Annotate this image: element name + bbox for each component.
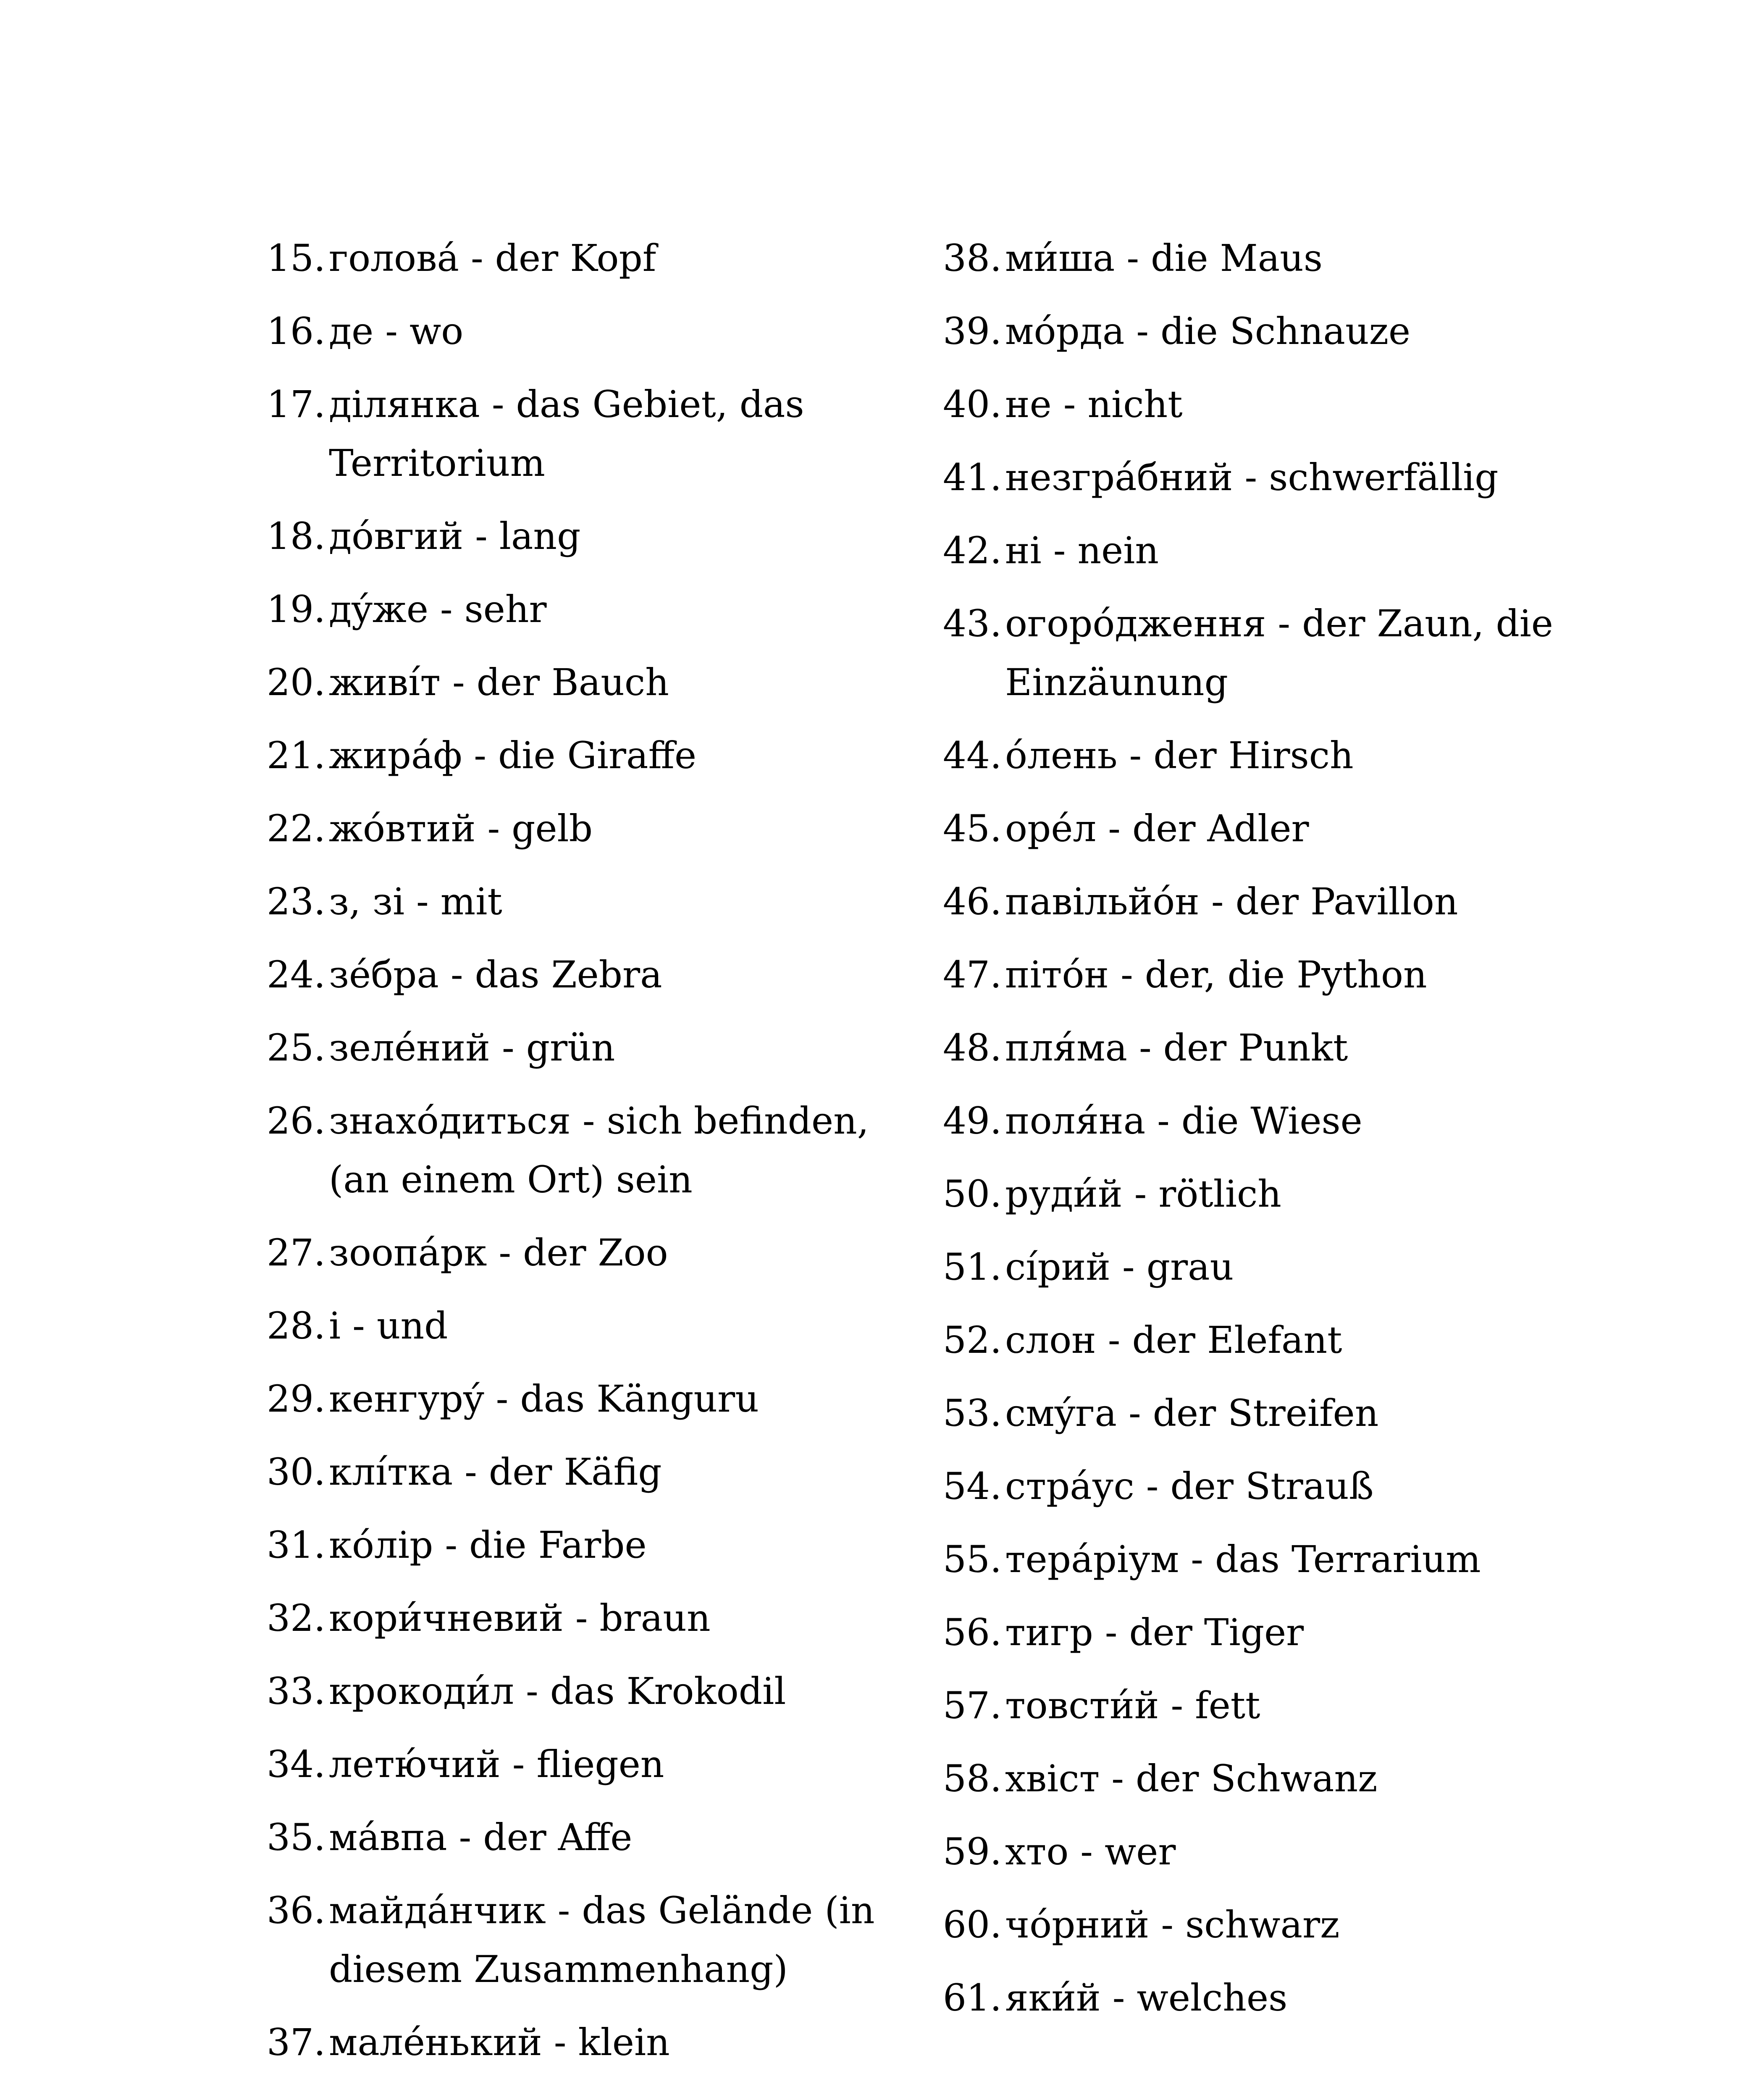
vocabulary-entry — [943, 799, 1598, 858]
entry-text: руди́й - rötlich — [1005, 1172, 1281, 1215]
entry-text: зéбра - das Zebra — [329, 953, 662, 996]
entry-number: 61. — [943, 1976, 1002, 2019]
entry-number: 31. — [267, 1523, 326, 1567]
entry-number: 34. — [267, 1743, 326, 1786]
entry-text: ділянка - das Gebiet, das Territorium — [329, 383, 804, 485]
entry-number: 17. — [267, 383, 326, 426]
entry-number: 25. — [267, 1026, 326, 1069]
entry-text: павільйóн - der Pavillon — [1005, 880, 1458, 923]
entry-text: óлень - der Hirsch — [1005, 734, 1354, 777]
vocabulary-entry — [267, 375, 922, 493]
entry-text: сíрий - grau — [1005, 1245, 1234, 1289]
entry-number: 42. — [943, 529, 1002, 572]
entry-text: малéнький - klein — [329, 2021, 670, 2064]
vocabulary-entry — [267, 229, 922, 288]
entry-number: 45. — [943, 807, 1002, 850]
vocabulary-entry — [267, 1589, 922, 1648]
entry-number: 23. — [267, 880, 326, 923]
vocabulary-entry — [943, 1457, 1598, 1516]
entry-text: орéл - der Adler — [1005, 807, 1309, 850]
entry-text: товсти́й - fett — [1005, 1684, 1260, 1727]
entry-number: 24. — [267, 953, 326, 996]
entry-text: пітóн - der, die Python — [1005, 953, 1427, 996]
entry-number: 59. — [943, 1830, 1002, 1873]
vocabulary-entry — [267, 945, 922, 1004]
entry-text: яки́й - welches — [1005, 1976, 1288, 2019]
vocabulary-entry — [943, 945, 1598, 1004]
vocabulary-entry — [943, 1530, 1598, 1589]
entry-text: огорóдження - der Zaun, die Einzäunung — [1005, 602, 1554, 704]
entry-text: жирáф - die Giraffe — [329, 734, 697, 777]
vocabulary-entry — [267, 507, 922, 566]
vocabulary-entry — [267, 872, 922, 931]
entry-text: кори́чневий - braun — [329, 1596, 711, 1640]
vocabulary-entry — [267, 653, 922, 712]
entry-text: слон - der Elefant — [1005, 1318, 1342, 1362]
entry-text: дýже - sehr — [329, 588, 547, 631]
entry-text: живíт - der Bauch — [329, 661, 669, 704]
entry-number: 32. — [267, 1596, 326, 1640]
vocabulary-entry — [943, 375, 1598, 434]
vocabulary-entry — [267, 1443, 922, 1502]
entry-number: 26. — [267, 1099, 326, 1142]
vocabulary-entry — [943, 1895, 1598, 1954]
entry-number: 40. — [943, 383, 1002, 426]
entry-number: 55. — [943, 1538, 1002, 1581]
entry-number: 16. — [267, 310, 326, 353]
vocabulary-entry — [267, 1370, 922, 1428]
entry-text: кенгурý - das Känguru — [329, 1377, 759, 1420]
vocabulary-entry — [267, 1018, 922, 1077]
vocabulary-entry — [943, 1603, 1598, 1662]
entry-text: терáріум - das Terrarium — [1005, 1538, 1481, 1581]
entry-text: хто - wer — [1005, 1830, 1176, 1873]
entry-number: 29. — [267, 1377, 326, 1420]
entry-text: кóлір - die Farbe — [329, 1523, 647, 1567]
entry-text: ні - nein — [1005, 529, 1159, 572]
entry-number: 57. — [943, 1684, 1002, 1727]
entry-number: 22. — [267, 807, 326, 850]
vocabulary-entry — [943, 1676, 1598, 1735]
vocabulary-entry — [267, 799, 922, 858]
entry-number: 51. — [943, 1245, 1002, 1289]
vocabulary-list-right — [943, 229, 1598, 2042]
entry-text: з, зі - mit — [329, 880, 502, 923]
entry-text: стрáус - der Strauß — [1005, 1465, 1374, 1508]
vocabulary-entry — [267, 1092, 922, 1209]
vocabulary-entry — [943, 726, 1598, 785]
vocabulary-entry — [267, 1297, 922, 1355]
entry-number: 43. — [943, 602, 1002, 645]
vocabulary-entry — [943, 594, 1598, 712]
vocabulary-entry — [943, 1969, 1598, 2027]
entry-text: майдáнчик - das Gelände (in diesem Zusammenhang) — [329, 1889, 875, 1991]
entry-number: 38. — [943, 236, 1002, 280]
entry-text: зоопáрк - der Zoo — [329, 1231, 668, 1274]
entry-text: мóрда - die Schnauze — [1005, 310, 1411, 353]
entry-number: 36. — [267, 1889, 326, 1932]
entry-text: чóрний - schwarz — [1005, 1903, 1340, 1946]
entry-number: 28. — [267, 1304, 326, 1347]
entry-text: головá - der Kopf — [329, 236, 656, 280]
entry-text: і - und — [329, 1304, 448, 1347]
entry-number: 52. — [943, 1318, 1002, 1362]
entry-number: 47. — [943, 953, 1002, 996]
entry-number: 18. — [267, 514, 326, 558]
entry-text: не - nicht — [1005, 383, 1183, 426]
entry-number: 44. — [943, 734, 1002, 777]
entry-number: 20. — [267, 661, 326, 704]
entry-text: тигр - der Tiger — [1005, 1611, 1304, 1654]
entry-number: 37. — [267, 2021, 326, 2064]
vocabulary-entry — [943, 1311, 1598, 1370]
vocabulary-entry — [267, 1516, 922, 1575]
entry-number: 33. — [267, 1670, 326, 1713]
vocabulary-entry — [267, 1808, 922, 1867]
vocabulary-entry — [943, 1822, 1598, 1881]
entry-number: 49. — [943, 1099, 1002, 1142]
entry-number: 53. — [943, 1391, 1002, 1435]
entry-number: 60. — [943, 1903, 1002, 1946]
entry-number: 15. — [267, 236, 326, 280]
entry-text: знахóдиться - sich befinden, (an einem Ort) sein — [329, 1099, 869, 1201]
vocabulary-entry — [267, 302, 922, 361]
entry-text: незгрáбний - schwerfällig — [1005, 456, 1499, 499]
vocabulary-entry — [943, 302, 1598, 361]
entry-text: клíтка - der Käfig — [329, 1450, 662, 1494]
entry-number: 19. — [267, 588, 326, 631]
vocabulary-entry — [267, 1662, 922, 1721]
vocabulary-entry — [267, 1223, 922, 1282]
entry-number: 30. — [267, 1450, 326, 1494]
entry-text: крокоди́л - das Krokodil — [329, 1670, 786, 1713]
entry-number: 48. — [943, 1026, 1002, 1069]
entry-number: 54. — [943, 1465, 1002, 1508]
entry-number: 41. — [943, 456, 1002, 499]
vocabulary-entry — [267, 2013, 922, 2072]
vocabulary-entry — [943, 1165, 1598, 1223]
entry-number: 39. — [943, 310, 1002, 353]
vocabulary-entry — [943, 1749, 1598, 1808]
vocabulary-entry — [267, 726, 922, 785]
entry-number: 50. — [943, 1172, 1002, 1215]
vocabulary-entry — [943, 1018, 1598, 1077]
entry-text: пля́ма - der Punkt — [1005, 1026, 1348, 1069]
entry-number: 46. — [943, 880, 1002, 923]
vocabulary-entry — [943, 1238, 1598, 1297]
vocabulary-entry — [943, 521, 1598, 580]
entry-text: дóвгий - lang — [329, 514, 581, 558]
entry-text: летю́чий - fliegen — [329, 1743, 664, 1786]
entry-text: поля́на - die Wiese — [1005, 1099, 1362, 1142]
entry-number: 21. — [267, 734, 326, 777]
entry-text: зелéний - grün — [329, 1026, 615, 1069]
entry-text: ми́ша - die Maus — [1005, 236, 1323, 280]
vocabulary-entry — [943, 1384, 1598, 1443]
entry-text: смýга - der Streifen — [1005, 1391, 1379, 1435]
vocabulary-entry — [267, 580, 922, 639]
entry-number: 35. — [267, 1816, 326, 1859]
entry-text: хвіст - der Schwanz — [1005, 1757, 1378, 1800]
vocabulary-entry — [943, 229, 1598, 288]
vocabulary-entry — [267, 1735, 922, 1794]
vocabulary-list-left — [267, 229, 922, 2086]
vocabulary-entry — [943, 1092, 1598, 1150]
entry-text: мáвпа - der Affe — [329, 1816, 633, 1859]
vocabulary-entry — [943, 872, 1598, 931]
entry-number: 56. — [943, 1611, 1002, 1654]
vocabulary-entry — [267, 1881, 922, 1999]
entry-text: де - wo — [329, 310, 464, 353]
entry-text: жóвтий - gelb — [329, 807, 593, 850]
vocabulary-entry — [943, 448, 1598, 507]
entry-number: 27. — [267, 1231, 326, 1274]
entry-number: 58. — [943, 1757, 1002, 1800]
